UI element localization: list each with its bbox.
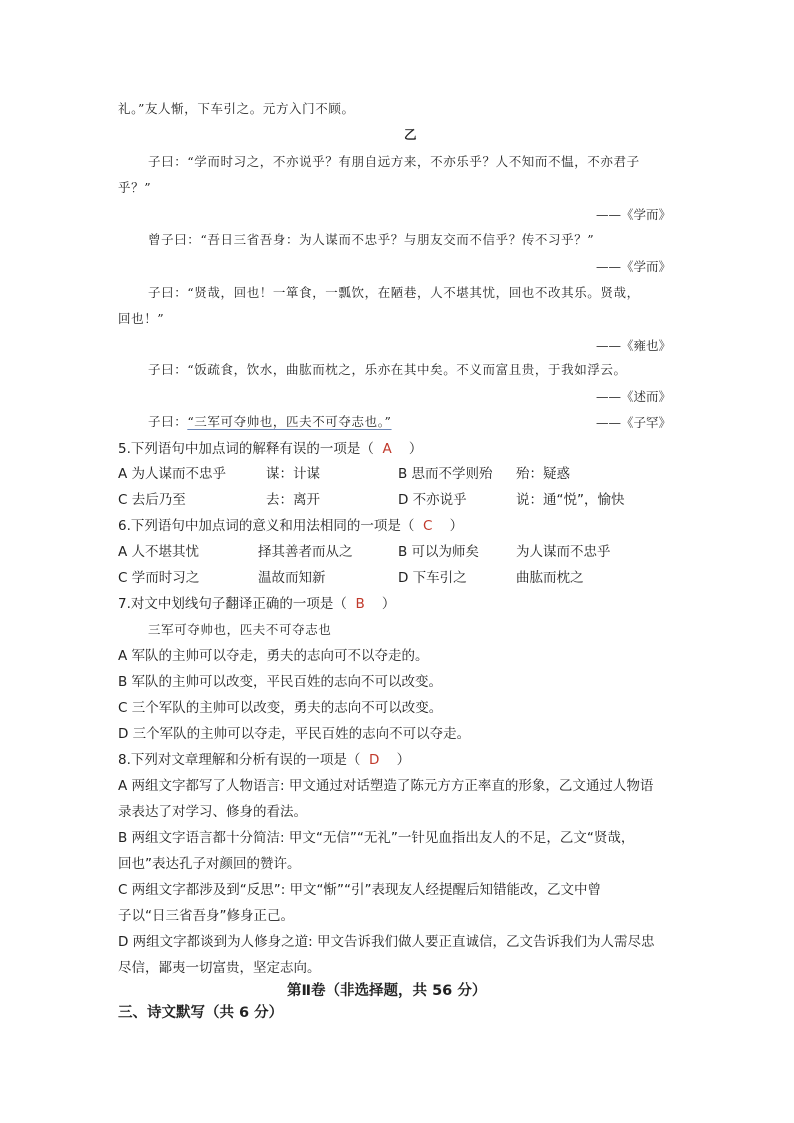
q6-close: ） — [449, 518, 464, 534]
q7-option-c: C 三个军队的主帅可以改变，勇夫的志向不可以改变。 — [118, 700, 443, 716]
q8-option-a-line2: 录表达了对学习、修身的看法。 — [118, 804, 307, 820]
q5-option-c: C 去后乃至 — [118, 492, 186, 508]
q8-option-b-line2: 回也”表达孔子对颜回的赞许。 — [118, 856, 301, 872]
yi-quote-3-source: ——《雍也》 — [596, 338, 672, 353]
q5-option-d-gloss: 说：通“悦”，愉快 — [516, 492, 625, 508]
yi-quote-4-line1: 子曰：“饭疏食，饮水，曲肱而枕之，乐亦在其中矣。不义而富且贵，于我如浮云。 — [148, 362, 627, 377]
q7-option-d: D 三个军队的主帅可以夺走，平民百姓的志向不可以夺走。 — [118, 726, 471, 742]
yi-quote-5-line — [148, 413, 392, 431]
q8-option-d-line1: D 两组文字都谈到为人修身之道: 甲文告诉我们做人要正直诚信，乙文告诉我们为人需尽忠 — [118, 934, 655, 950]
passage-yi-title: 乙 — [404, 127, 418, 142]
q8-stem-text: 8.下列对文章理解和分析有误的一项是（ — [118, 752, 361, 768]
q6-option-c-pair: 温故而知新 — [258, 570, 326, 586]
q5-option-b-gloss: 殆：疑惑 — [516, 466, 570, 482]
q6-stem-text: 6.下列语句中加点词的意义和用法相同的一项是（ — [118, 518, 415, 534]
yi-quote-3-line2: 回也！” — [118, 311, 165, 326]
q7-option-b: B 军队的主帅可以改变，平民百姓的志向不可以改变。 — [118, 674, 443, 690]
yi-quote-5-prefix: 子曰： — [148, 414, 188, 429]
q7-close: ） — [381, 596, 396, 612]
yi-quote-2-source: ——《学而》 — [596, 259, 672, 274]
q7-option-a: A 军队的主帅可以夺走，勇夫的志向可不以夺走的。 — [118, 648, 429, 664]
section-2-title: 第Ⅱ卷（非选择题，共 56 分） — [287, 983, 487, 999]
yi-quote-1-line1: 子曰：“学而时习之，不亦说乎？有朋自远方来，不亦乐乎？人不知而不愠，不亦君子 — [148, 154, 640, 169]
q8-option-a-line1: A 两组文字都写了人物语言: 甲文通过对话塑造了陈元方方正率直的形象，乙文通过人物语 — [118, 778, 654, 794]
yi-quote-1-line2: 乎？” — [118, 180, 152, 195]
q8-option-b-line1: B 两组文字语言都十分简洁: 甲文“无信”“无礼”一针见血指出友人的不足，乙文“贤哉， — [118, 830, 635, 846]
q5-option-b: B 思而不学则殆 — [398, 466, 493, 482]
q8-option-d-line2: 尽信，鄙夷一切富贵，坚定志向。 — [118, 960, 321, 976]
yi-quote-2-line1: 曾子曰：“吾日三省吾身：为人谋而不忠乎？与朋友交而不信乎？传不习乎？” — [148, 232, 595, 247]
yi-quote-4-source: ——《述而》 — [596, 389, 672, 404]
q5-stem — [118, 440, 422, 458]
q7-stem-text: 7.对文中划线句子翻译正确的一项是（ — [118, 596, 347, 612]
q5-a-text: A 为人谋而不忠乎 — [118, 466, 227, 482]
section-3-title: 三、诗文默写（共 6 分） — [118, 1005, 284, 1021]
q6-option-a-pair: 择其善者而从之 — [258, 544, 353, 560]
q6-option-d-pair: 曲肱而枕之 — [516, 570, 584, 586]
q5-close: ） — [408, 441, 423, 457]
q6-stem — [118, 517, 463, 535]
q8-option-c-line2: 子以“日三省吾身”修身正己。 — [118, 908, 294, 924]
q5-option-a — [118, 465, 226, 483]
q5-option-a-gloss: 谋：计谋 — [266, 466, 320, 482]
q6-option-a: A 人不堪其忧 — [118, 544, 200, 560]
q8-stem — [118, 751, 410, 769]
yi-quote-1-source: ——《学而》 — [596, 207, 672, 222]
yi-quote-5-underlined: “三军可夺帅也，匹夫不可夺志也。” — [187, 414, 392, 429]
q5-answer: A — [382, 441, 392, 457]
q7-quote: 三军可夺帅也，匹夫不可夺志也 — [148, 622, 332, 637]
q8-option-c-line1: C 两组文字都涉及到“反思”: 甲文“惭”“引”表现友人经提醒后知错能改，乙文中曾 — [118, 882, 602, 898]
q6-option-d: D 下车引之 — [398, 570, 467, 586]
q8-answer: D — [368, 752, 380, 768]
q5-stem-text: 5.下列语句中加点词的解释有误的一项是（ — [118, 441, 374, 457]
q6-option-b-pair: 为人谋而不忠乎 — [516, 544, 611, 560]
q5-option-c-gloss: 去：离开 — [266, 492, 320, 508]
q7-answer: B — [355, 596, 365, 612]
q5-option-d: D 不亦说乎 — [398, 492, 467, 508]
q6-option-c: C 学而时习之 — [118, 570, 200, 586]
yi-quote-3-line1: 子曰：“贤哉，回也！一箪食，一瓢饮，在陋巷，人不堪其忧，回也不改其乐。贤哉， — [148, 285, 640, 300]
passage-jia-end: 礼。”友人惭，下车引之。元方入门不顾。 — [118, 101, 355, 116]
q8-close: ） — [396, 752, 411, 768]
yi-quote-5-source: ——《子罕》 — [596, 415, 672, 430]
q7-stem — [118, 595, 395, 613]
q6-option-b: B 可以为师矣 — [398, 544, 480, 560]
q6-answer: C — [422, 518, 433, 534]
